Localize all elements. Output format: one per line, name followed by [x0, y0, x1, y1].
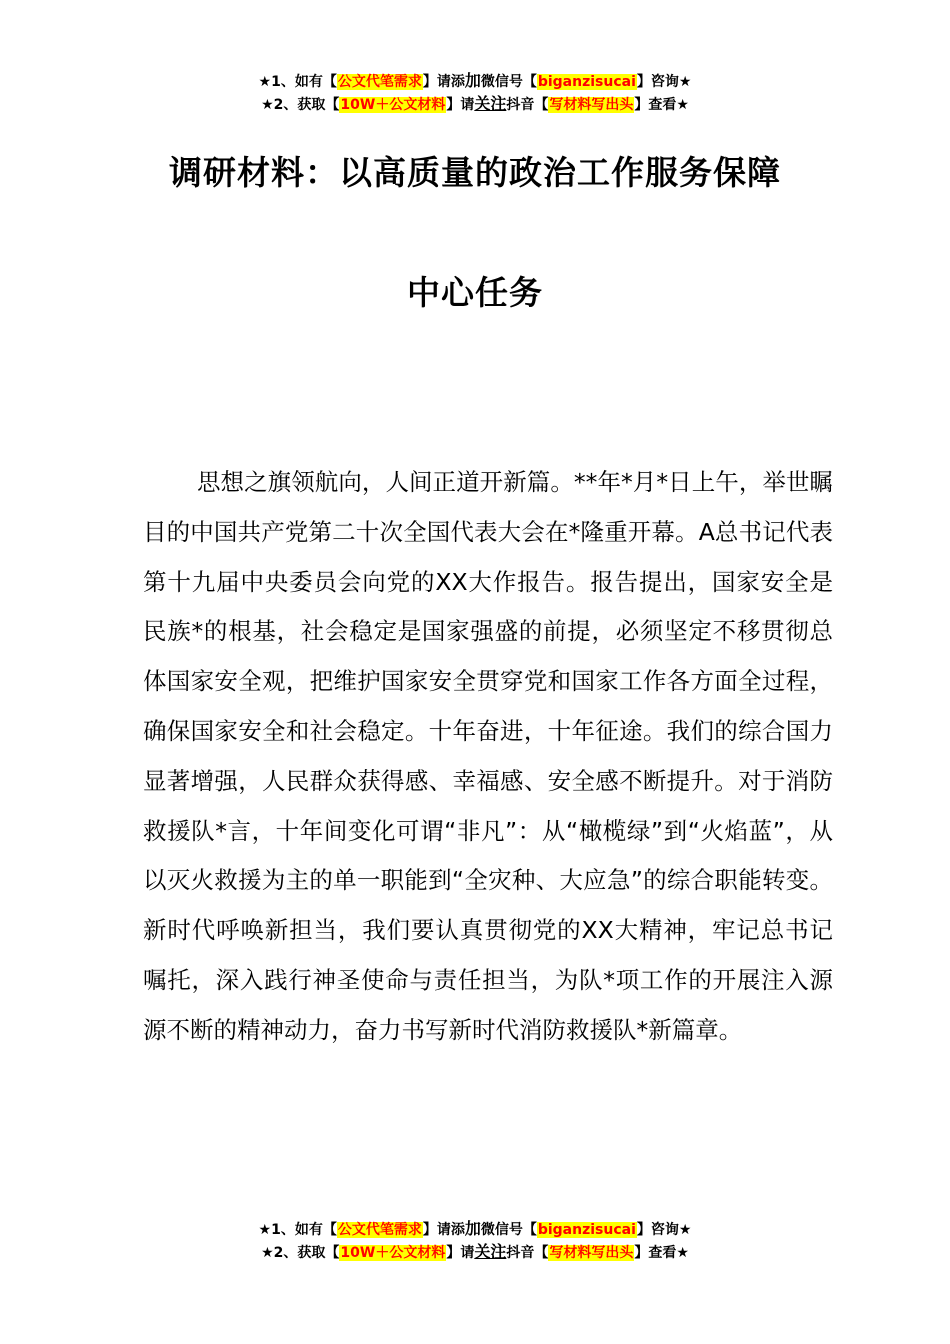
- body-paragraph: 思想之旗领航向，人间正道开新篇。**年*月*日上午，举世瞩目的中国共产党第二十次全国代表大会在*隆重开幕。A总书记代表第十九届中央委员会向党的XX大作报告。报告提出，国家安全是民族*的根基，社会稳定是国家强盛的前提，必须坚定不移贯彻总体国家安全观，把维护国家安全贯穿党和国家工作各方面全过程，确保国家安全和社会稳定。十年奋进，十年征途。我们的综合国力显著增强，人民群众获得感、幸福感、安全感不断提升。对于消防救援队*言，十年间变化可谓“非凡”：从“橄榄绿”到“火焰蓝”，从以灭火救援为主的单一职能到“全灾种、大应急”的综合职能转变。新时代呼唤新担当，我们要认真贯彻党的XX大精神，牢记总书记嘱托，深入践行神圣使命与责任担当，为队*项工作的开展注入源源不断的精神动力，奋力书写新时代消防救援队*新篇章。: [143, 468, 833, 1044]
- banner-line-2-suffix: 】查看★: [634, 97, 689, 113]
- banner-line-1-suffix: 】咨询★: [636, 74, 692, 90]
- banner-line-1-prefix: ★1、如有【: [258, 74, 337, 90]
- footer-highlight-wechat: biganzisucai: [537, 1222, 636, 1238]
- footer-line-2-suffix: 】查看★: [634, 1245, 689, 1261]
- document-title-line-1: 调研材料：以高质量的政治工作服务保障: [169, 153, 781, 192]
- footer-line-2-emph: 关注: [474, 1242, 507, 1261]
- footer-line-2-mid-tail: 抖音【: [506, 1245, 549, 1261]
- banner-line-2-mid-tail: 抖音【: [506, 97, 549, 113]
- banner-line-1-mid: 】请添: [422, 74, 465, 90]
- header-banner: [0, 70, 950, 116]
- footer-banner-line-2: [0, 1241, 950, 1264]
- banner-line-1: [0, 70, 950, 93]
- banner-line-2: [0, 93, 950, 116]
- footer-line-1-mid-tail: 微信号【: [480, 1222, 537, 1238]
- footer-highlight-service: 公文代笔需求: [337, 1222, 422, 1238]
- footer-line-1-prefix: ★1、如有【: [258, 1222, 337, 1238]
- footer-highlight-douyin: 写材料写出头: [549, 1245, 634, 1261]
- footer-highlight-materials: 10W＋公文材料: [340, 1245, 446, 1261]
- banner-line-1-emph: 加: [464, 71, 481, 90]
- banner-line-2-mid: 】请: [446, 97, 475, 113]
- document-title-line-2: 中心任务: [407, 273, 543, 312]
- footer-banner: [0, 1218, 950, 1264]
- footer-line-1-suffix: 】咨询★: [636, 1222, 692, 1238]
- banner-highlight-douyin: 写材料写出头: [549, 97, 634, 113]
- banner-line-1-mid-tail: 微信号【: [480, 74, 537, 90]
- banner-highlight-materials: 10W＋公文材料: [340, 97, 446, 113]
- banner-line-2-prefix: ★2、获取【: [261, 97, 340, 113]
- banner-highlight-wechat: biganzisucai: [537, 74, 636, 90]
- footer-line-2-prefix: ★2、获取【: [261, 1245, 340, 1261]
- banner-line-2-emph: 关注: [474, 94, 507, 113]
- footer-line-1-mid: 】请添: [422, 1222, 465, 1238]
- footer-banner-line-1: [0, 1218, 950, 1241]
- footer-line-2-mid: 】请: [446, 1245, 475, 1261]
- banner-highlight-service: 公文代笔需求: [337, 74, 422, 90]
- footer-line-1-emph: 加: [464, 1219, 481, 1238]
